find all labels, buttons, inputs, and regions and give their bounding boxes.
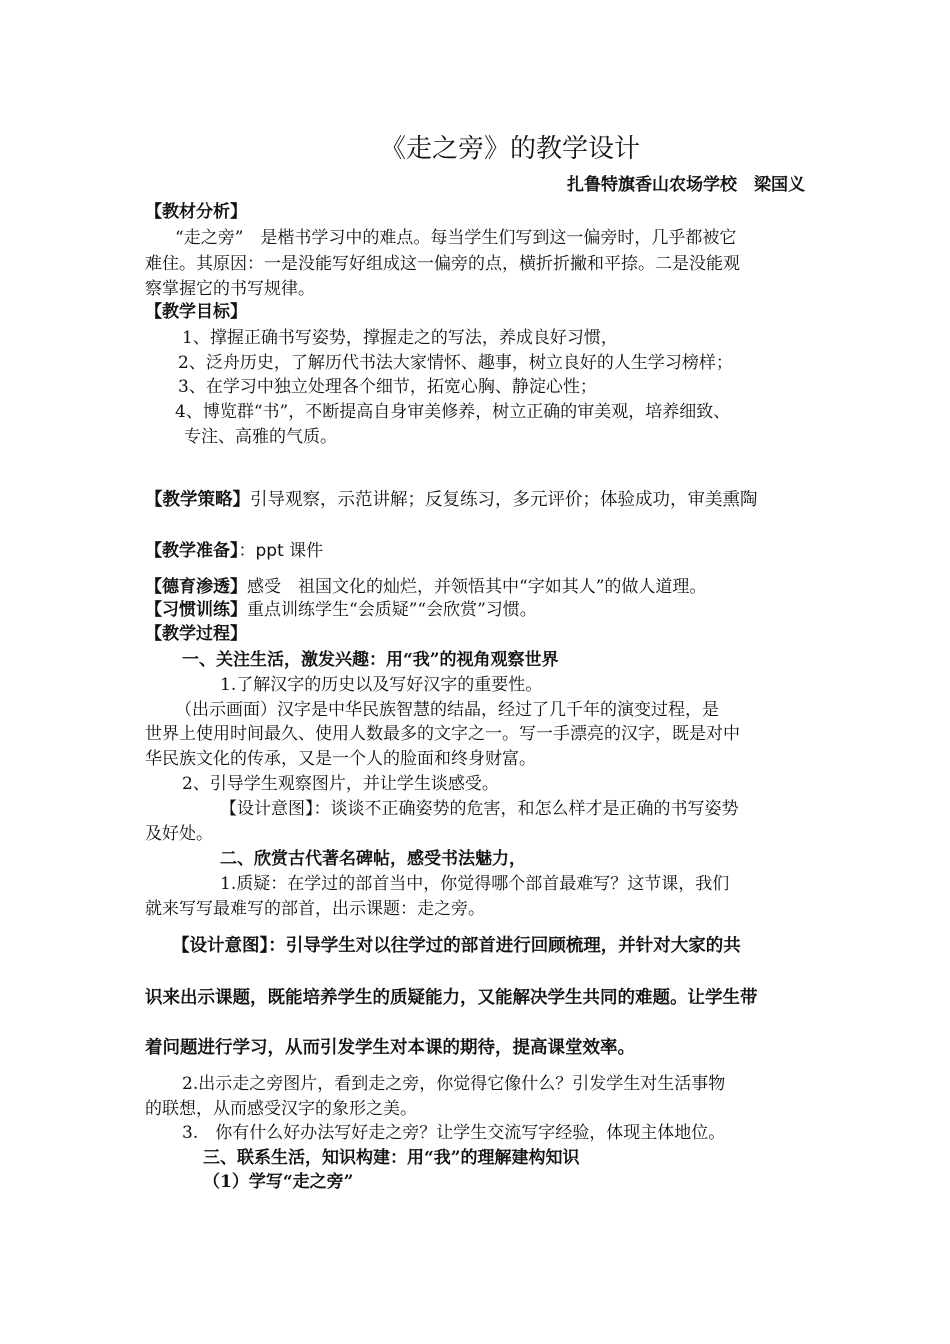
section-three-item: （1）学写“走之旁” [203, 1172, 354, 1192]
habit-line [145, 599, 537, 621]
preparation-text: ：ppt 课件 [238, 541, 324, 561]
section-one-item: 1.了解汉字的历史以及写好汉字的重要性。 [220, 675, 543, 695]
material-analysis-line: 难住。其原因：一是没能写好组成这一偏旁的点，横折折撇和平捺。二是没能观 [145, 254, 740, 274]
strategy-line [145, 489, 758, 511]
objective-item: 4、博览群“书”，不断提高自身审美修养，树立正确的审美观，培养细致、 [175, 402, 731, 422]
strategy-heading: 【教学策略】 [145, 490, 250, 510]
section-one-paragraph: （出示画面）汉字是中华民族智慧的结晶，经过了几千年的演变过程，是 [175, 700, 719, 720]
preparation-line [145, 540, 323, 562]
design-intent-bold: 着问题进行学习，从而引发学生对本课的期待，提高课堂效率。 [145, 1038, 635, 1058]
moral-heading: 【德育渗透】 [145, 577, 247, 597]
design-intent: 及好处。 [145, 824, 213, 844]
section-two-item: 就来写写最难写的部首，出示课题：走之旁。 [145, 899, 485, 919]
strategy-text: 引导观察，示范讲解；反复练习，多元评价；体验成功，审美熏陶 [250, 490, 758, 510]
design-intent-bold: 识来出示课题，既能培养学生的质疑能力，又能解决学生共同的难题。让学生带 [145, 988, 758, 1008]
material-analysis-line: “走之旁” 是楷书学习中的难点。每当学生们写到这一偏旁时，几乎都被它 [175, 228, 737, 248]
objectives-heading: 【教学目标】 [145, 302, 247, 322]
design-intent: 【设计意图】：谈谈不正确姿势的危害，和怎么样才是正确的书写姿势 [220, 799, 739, 819]
moral-line [145, 576, 706, 598]
section-three-title: 三、联系生活，知识构建：用“我”的理解建构知识 [203, 1148, 580, 1168]
material-analysis-line: 察掌握它的书写规律。 [145, 279, 315, 299]
design-intent-bold: 【设计意图】：引导学生对以往学过的部首进行回顾梳理，并针对大家的共 [172, 936, 741, 956]
section-two-item: 2.出示走之旁图片，看到走之旁，你觉得它像什么？引发学生对生活事物 [182, 1074, 726, 1094]
author-line: 扎鲁特旗香山农场学校 梁国义 [567, 175, 805, 195]
section-two-item: 的联想，从而感受汉字的象形之美。 [145, 1099, 417, 1119]
section-two-item: 1.质疑：在学过的部首当中，你觉得哪个部首最难写？这节课，我们 [220, 874, 730, 894]
section-two-item: 3. 你有什么好办法写好走之旁？让学生交流写字经验，体现主体地位。 [182, 1123, 726, 1143]
moral-text: 感受 祖国文化的灿烂，并领悟其中“字如其人”的做人道理。 [247, 577, 707, 597]
material-analysis-heading: 【教材分析】 [145, 202, 247, 222]
page-title: 《走之旁》的教学设计 [380, 134, 641, 164]
habit-heading: 【习惯训练】 [145, 600, 247, 620]
section-one-item: 2、引导学生观察图片，并让学生谈感受。 [182, 774, 499, 794]
objective-item: 1、撑握正确书写姿势，撑握走之的写法，养成良好习惯， [182, 328, 618, 348]
section-one-title: 一、关注生活，激发兴趣：用“我”的视角观察世界 [182, 650, 559, 670]
objective-item: 3、在学习中独立处理各个细节，拓宽心胸、静淀心性； [178, 377, 597, 397]
section-two-title: 二、欣赏古代著名碑帖，感受书法魅力， [220, 849, 526, 869]
habit-text: 重点训练学生“会质疑”“会欣赏”习惯。 [247, 600, 537, 620]
objective-item: 专注、高雅的气质。 [184, 427, 337, 447]
section-one-paragraph: 世界上使用时间最久、使用人数最多的文字之一。写一手漂亮的汉字，既是对中 [145, 724, 740, 744]
objective-item: 2、泛舟历史，了解历代书法大家情怀、趣事，树立良好的人生学习榜样； [178, 353, 733, 373]
section-one-paragraph: 华民族文化的传承，又是一个人的脸面和终身财富。 [145, 749, 536, 769]
preparation-heading: 【教学准备】 [145, 541, 239, 561]
process-heading: 【教学过程】 [145, 624, 247, 644]
